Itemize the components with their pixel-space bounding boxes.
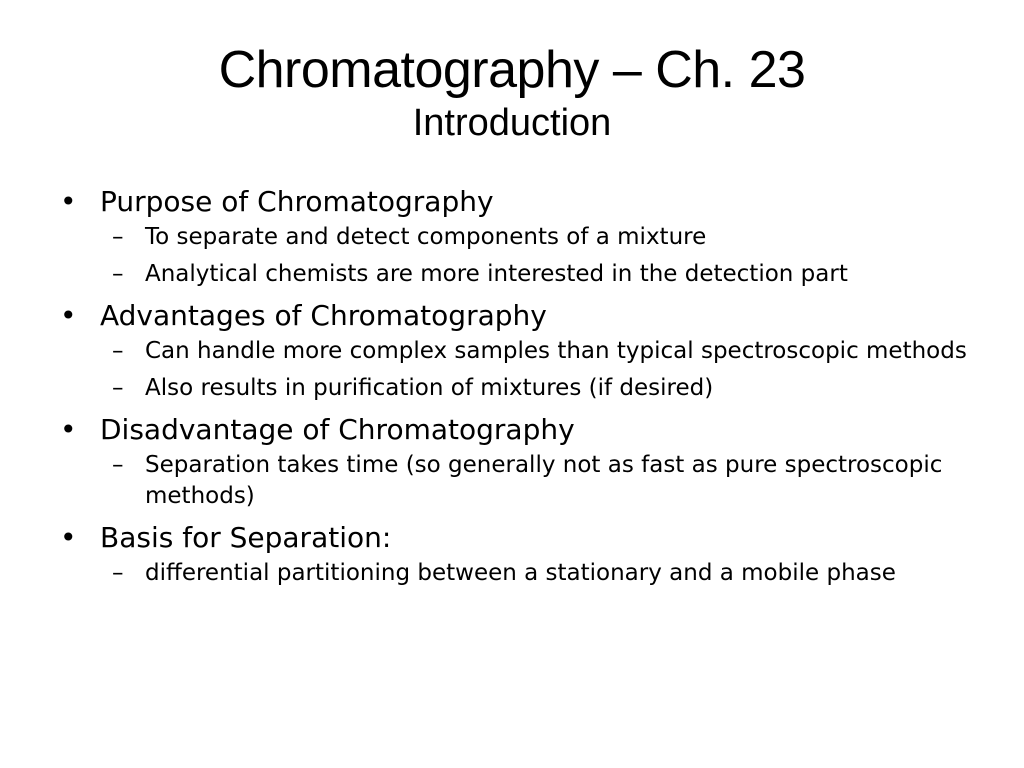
sub-item-text: Also results in purification of mixtures (if desired) xyxy=(145,375,714,401)
sub-list xyxy=(100,450,980,512)
bullet-marker: • xyxy=(60,299,77,332)
bullet-marker: • xyxy=(60,413,77,446)
title-block xyxy=(0,38,1024,146)
slide-title: Chromatography – Ch. 23 xyxy=(218,41,806,99)
sub-marker: – xyxy=(112,261,124,287)
bullet-list xyxy=(60,182,980,595)
bullet-basis xyxy=(60,518,980,589)
sub-list xyxy=(100,336,980,404)
bullet-marker: • xyxy=(60,521,77,554)
sub-item-text: Analytical chemists are more interested in the detection part xyxy=(145,261,848,287)
sub-item-text: Separation takes time (so generally not as fast as pure spectroscopic methods) xyxy=(145,452,943,509)
sub-marker: – xyxy=(112,338,124,364)
sub-marker: – xyxy=(112,375,124,401)
bullet-text: Advantages of Chromatography xyxy=(100,299,547,332)
bullet-text: Purpose of Chromatography xyxy=(100,185,494,218)
bullet-text: Disadvantage of Chromatography xyxy=(100,413,575,446)
sub-marker: – xyxy=(112,560,124,586)
sub-item-text: Can handle more complex samples than typical spectroscopic methods xyxy=(145,338,967,364)
sub-item xyxy=(100,222,980,253)
sub-item xyxy=(100,259,980,290)
bullet-purpose xyxy=(60,182,980,290)
sub-item xyxy=(100,373,980,404)
sub-item-text: To separate and detect components of a mixture xyxy=(145,224,707,250)
slide-subtitle: Introduction xyxy=(412,102,612,144)
sub-marker: – xyxy=(112,452,124,478)
bullet-disadvantage xyxy=(60,410,980,512)
sub-list xyxy=(100,222,980,290)
sub-item xyxy=(100,336,980,367)
bullet-marker: • xyxy=(60,185,77,218)
sub-item-text: differential partitioning between a stationary and a mobile phase xyxy=(145,560,896,586)
sub-list xyxy=(100,558,980,589)
bullet-advantages xyxy=(60,296,980,404)
sub-item xyxy=(100,558,980,589)
sub-item xyxy=(100,450,980,512)
sub-marker: – xyxy=(112,224,124,250)
bullet-text: Basis for Separation: xyxy=(100,521,392,554)
